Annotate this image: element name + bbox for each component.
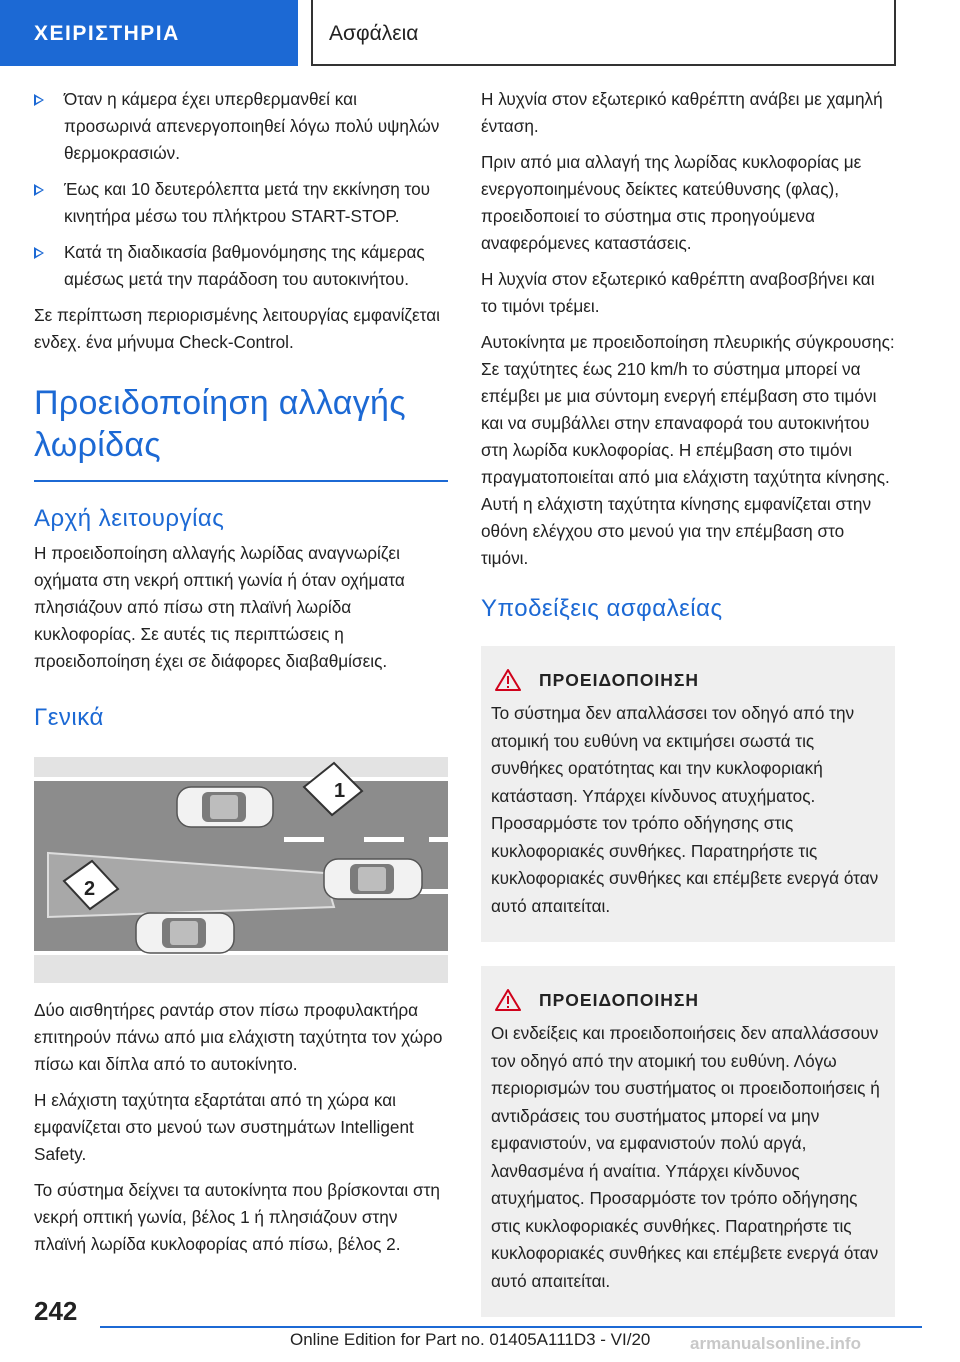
warning-triangle-icon (495, 988, 521, 1012)
car-icon (136, 913, 234, 953)
warning-title: ΠΡΟΕΙΔΟΠΟΙΗΣΗ (539, 989, 700, 1010)
warning-triangle-icon (495, 668, 521, 692)
general-text-1: Δύο αισθητήρες ραντάρ στον πίσω προφυλακτήρα επιτηρούν πάνω από μια ελάχιστη ταχύτητα τον χώρο πίσω και δίπλα από το αυτοκίνητο. (34, 1000, 443, 1074)
warning-text: Το σύστημα δεν απαλλάσσει τον οδηγό από την ατομική του ευθύνη να εκτιμήσει σωστά τις συνθήκες ορατότητας και την κυκλοφοριακή κατάσταση. Υπάρχει κίνδυνος ατυχήματος. Προσαρμόστε τον τρόπο οδήγησης στις κυκλοφοριακές συνθήκες. Παρατηρήστε τις κυκλοφοριακές συνθήκες και επέμβετε ενεργά όταν αυτό απαιτείται. (491, 703, 879, 916)
list-item: Κατά τη διαδικασία βαθμονόμησης της κάμερας αμέσως μετά την παράδοση του αυτοκινήτου. (34, 239, 448, 293)
limitation-list (34, 86, 448, 293)
section-title: Ασφάλεια (311, 0, 896, 66)
safety-heading: Υποδείξεις ασφαλείας (481, 595, 723, 622)
footer-divider (100, 1326, 922, 1328)
right-column (481, 86, 895, 1341)
mirror-flash-text: Η λυχνία στον εξωτερικό καθρέπτη αναβοσβήνει και το τιμόνι τρέμει. (481, 269, 875, 316)
car-icon (177, 787, 273, 827)
principle-heading: Αρχή λειτουργίας (34, 505, 225, 532)
steering-intervention-text: Αυτοκίνητα με προειδοποίηση πλευρικής σύγκρουσης: Σε ταχύτητες έως 210 km/h το σύστημα μπορεί να επέμβει με μια σύντομη ενεργή επέμβαση στο τιμόνι και να συμβάλλει στην επαναφορά του αυτοκινήτου στη λωρίδα κυκλοφορίας. Η επέμβαση στο τιμόνι πραγματοποιείται από μια ελάχιστη ταχύτητα κίνησης. Αυτή η ελάχιστη ταχύτητα κίνησης εμφανίζεται στην οθόνη ελέγχου στο μενού για την επέμβαση στο τιμόνι. (481, 332, 895, 568)
svg-text:2: 2 (84, 878, 96, 900)
left-column (34, 86, 448, 1267)
warning-box (481, 646, 895, 942)
general-text-3: Το σύστημα δείχνει τα αυτοκίνητα που βρίσκονται στη νεκρή οπτική γωνία, βέλος 1 ή πλησιάζουν στην πλαϊνή λωρίδα κυκλοφορίας από πίσω, βέλος 2. (34, 1180, 440, 1254)
indicator-warning-text: Πριν από μια αλλαγή της λωρίδας κυκλοφορίας με ενεργοποιημένους δείκτες κατεύθυνσης (φλας), προειδοποιεί το σύστημα στις προηγούμενα αναφερόμενες καταστάσεις. (481, 152, 862, 253)
chapter-tab: ΧΕΙΡΙΣΤΗΡΙΑ (0, 0, 298, 66)
principle-text: Η προειδοποίηση αλλαγής λωρίδας αναγνωρίζει οχήματα στη νεκρή οπτική γωνία ή όταν οχήματα πλησιάζουν από πίσω στη πλαϊνή λωρίδα κυκλοφορίας. Σε αυτές τις περιπτώσεις η προειδοποίηση έχει σε διάφορες διαβαθμίσεις. (34, 543, 405, 671)
svg-text:1: 1 (334, 780, 346, 802)
edition-text: Online Edition for Part no. 01405A111D3 - VI/20 (290, 1330, 651, 1349)
mirror-light-text: Η λυχνία στον εξωτερικό καθρέπτη ανάβει με χαμηλή ένταση. (481, 89, 883, 136)
check-control-note: Σε περίπτωση περιορισμένης λειτουργίας εμφανίζεται ενδεχ. ένα μήνυμα Check-Control. (34, 305, 440, 352)
site-watermark: armanualsonline.info (690, 1334, 861, 1353)
triangle-bullet-icon (34, 94, 44, 106)
triangle-bullet-icon (34, 184, 44, 196)
warning-text: Οι ενδείξεις και προειδοποιήσεις δεν απαλλάσσουν τον οδηγό από την ατομική του ευθύνη. Λόγω περιορισμών του συστήματος οι προειδοποιήσεις ή αντιδράσεις του συστήματος μπορεί να μην εμφανιστούν, να εμφανιστούν πολύ αργά, λανθασμένα ή αναίτια. Υπάρχει κίνδυνος ατυχήματος. Προσαρμόστε τον τρόπο οδήγησης στις κυκλοφοριακές συνθήκες. Παρατηρήστε τις κυκλοφοριακές συνθήκες και επέμβετε ενεργά όταν αυτό απαιτείται. (491, 1023, 880, 1291)
page-header (0, 0, 960, 66)
road-diagram (34, 757, 448, 983)
lane-change-illustration (34, 757, 448, 983)
warning-box (481, 966, 895, 1317)
list-item: Όταν η κάμερα έχει υπερθερμανθεί και προσωρινά απενεργοποιηθεί λόγω πολύ υψηλών θερμοκρασιών. (34, 86, 448, 167)
general-text-2: Η ελάχιστη ταχύτητα εξαρτάται από τη χώρα και εμφανίζεται στο μενού των συστημάτων Intelligent Safety. (34, 1090, 414, 1164)
list-item: Έως και 10 δευτερόλεπτα μετά την εκκίνηση του κινητήρα μέσω του πλήκτρου START-STOP. (34, 176, 448, 230)
car-icon (324, 859, 422, 899)
chapter-title: Προειδοποίηση αλλαγής λωρίδας (34, 382, 448, 482)
general-heading: Γενικά (34, 704, 104, 731)
triangle-bullet-icon (34, 247, 44, 259)
page-number: 242 (34, 1296, 78, 1326)
warning-title: ΠΡΟΕΙΔΟΠΟΙΗΣΗ (539, 669, 700, 690)
